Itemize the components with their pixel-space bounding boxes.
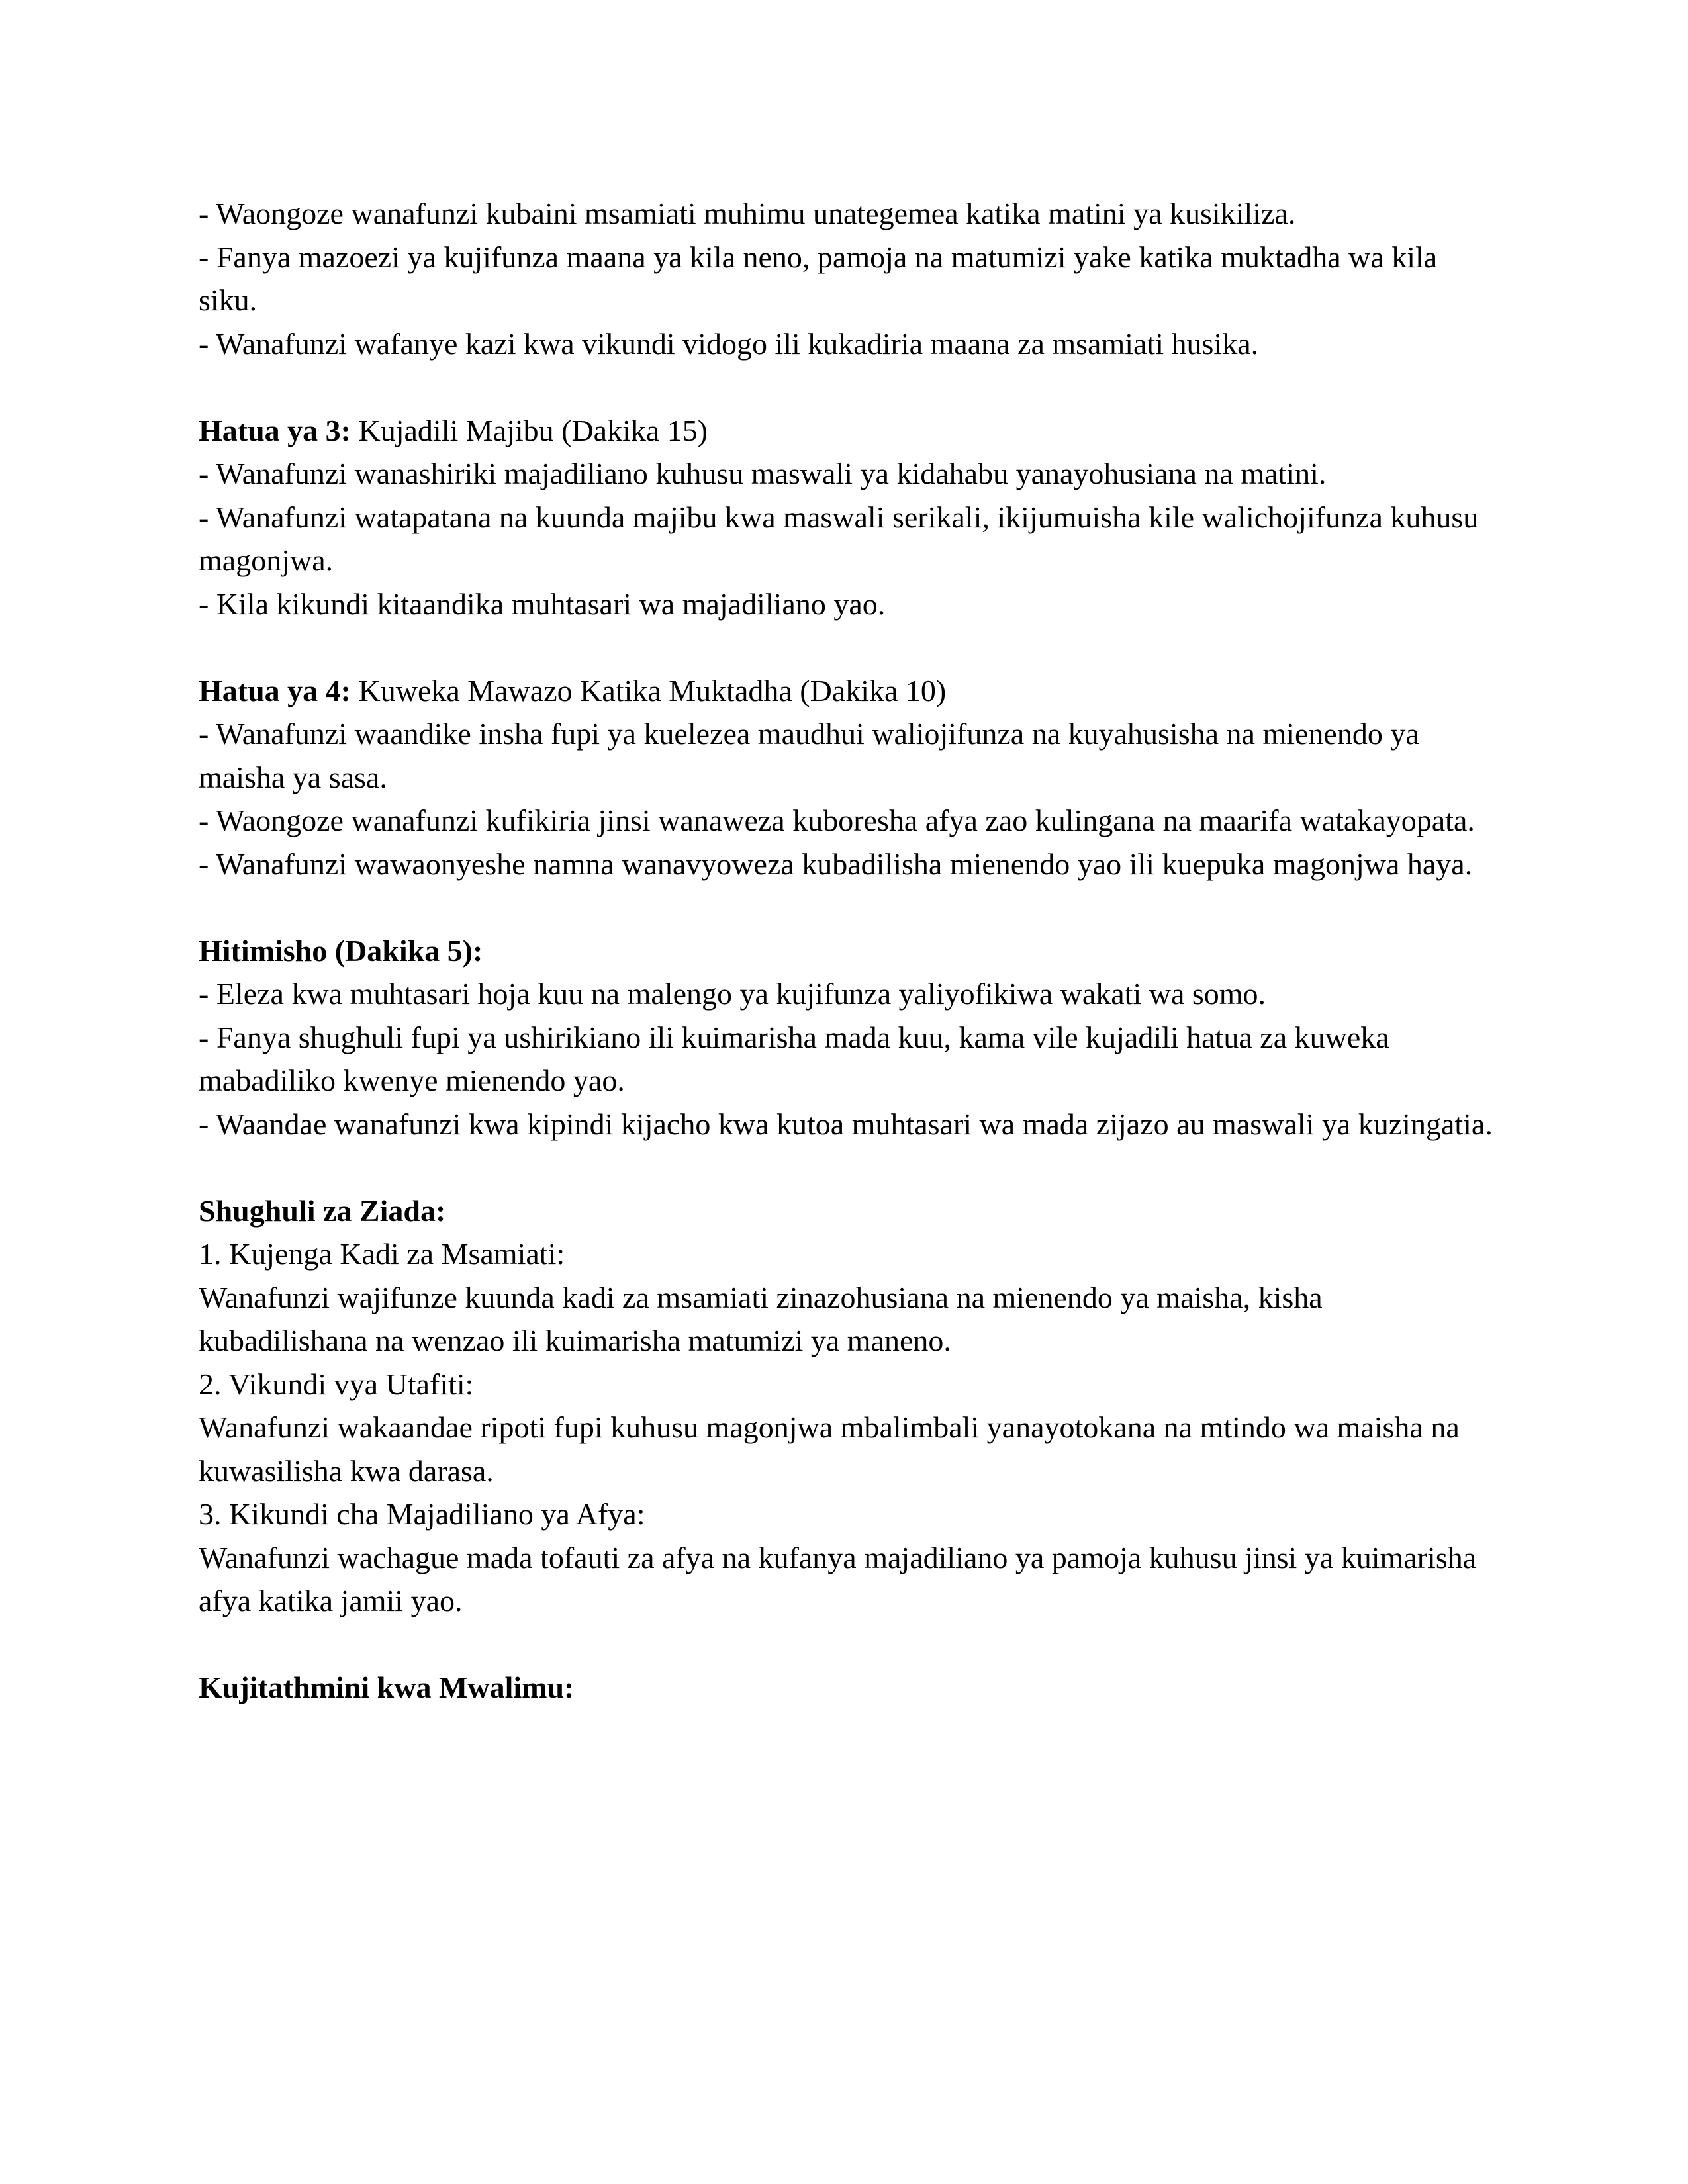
list-item: - Kila kikundi kitaandika muhtasari wa majadiliano yao. — [199, 586, 886, 621]
step3-section — [199, 409, 1496, 626]
conclusion-heading: Hitimisho (Dakika 5): — [199, 933, 483, 968]
list-item: - Wanafunzi waandike insha fupi ya kuelezea maudhui waliojifunza na kuyahusisha na mienendo ya maisha ya sasa. — [199, 717, 1419, 794]
list-item: - Wanafunzi wawaonyeshe namna wanavyoweza kubadilisha mienendo yao ili kuepuka magonjwa haya. — [199, 846, 1473, 881]
step3-heading — [199, 409, 1496, 453]
step3-label: Hatua ya 3: — [199, 413, 351, 447]
activity-description: Wanafunzi wakaandae ripoti fupi kuhusu magonjwa mbalimbali yanayotokana na mtindo wa maisha na kuwasilisha kwa darasa. — [199, 1410, 1460, 1488]
step3-title: Kujadili Majibu (Dakika 15) — [351, 413, 708, 447]
activity-title: 3. Kikundi cha Majadiliano ya Afya: — [199, 1497, 645, 1531]
teacher-self-assessment-heading: Kujitathmini kwa Mwalimu: — [199, 1670, 575, 1704]
document-page — [199, 192, 1496, 1752]
list-item: - Waongoze wanafunzi kufikiria jinsi wanaweza kuboresha afya zao kulingana na maarifa watakayopata. — [199, 803, 1475, 837]
extra-activities-heading: Shughuli za Ziada: — [199, 1193, 446, 1228]
list-item: - Wanafunzi watapatana na kuunda majibu kwa maswali serikali, ikijumuisha kile walichojifunza kuhusu magonjwa. — [199, 500, 1479, 577]
list-item: - Fanya mazoezi ya kujifunza maana ya kila neno, pamoja na matumizi yake katika muktadha wa kila siku. — [199, 240, 1438, 317]
activity-description: Wanafunzi wajifunze kuunda kadi za msamiati zinazohusiana na mienendo ya maisha, kisha kubadilishana na wenzao ili kuimarisha matumizi ya maneno. — [199, 1280, 1323, 1357]
list-item: - Eleza kwa muhtasari hoja kuu na malengo ya kujifunza yaliyofikiwa wakati wa somo. — [199, 977, 1266, 1011]
extra-activities-section — [199, 1189, 1496, 1623]
step4-section — [199, 669, 1496, 886]
list-item: - Wanafunzi wanashiriki majadiliano kuhusu maswali ya kidahabu yanayohusiana na matini. — [199, 457, 1327, 490]
list-item: - Waandae wanafunzi kwa kipindi kijacho kwa kutoa muhtasari wa mada zijazo au maswali ya kuzingatia. — [199, 1107, 1493, 1141]
intro-section — [199, 192, 1496, 365]
conclusion-section — [199, 929, 1496, 1146]
activity-title: 1. Kujenga Kadi za Msamiati: — [199, 1237, 565, 1271]
step4-title: Kuweka Mawazo Katika Muktadha (Dakika 10) — [351, 673, 947, 707]
activity-title: 2. Vikundi vya Utafiti: — [199, 1367, 474, 1401]
list-item: - Wanafunzi wafanye kazi kwa vikundi vidogo ili kukadiria maana za msamiati husika. — [199, 326, 1259, 361]
activity-description: Wanafunzi wachague mada tofauti za afya na kufanya majadiliano ya pamoja kuhusu jinsi ya kuimarisha afya katika jamii yao. — [199, 1540, 1477, 1617]
teacher-self-assessment-section — [199, 1666, 1496, 1709]
list-item: - Fanya shughuli fupi ya ushirikiano ili kuimarisha mada kuu, kama vile kujadili hatua za kuweka mabadiliko kwenye mienendo yao. — [199, 1020, 1389, 1097]
step4-label: Hatua ya 4: — [199, 673, 351, 707]
step4-heading — [199, 669, 1496, 713]
list-item: - Waongoze wanafunzi kubaini msamiati muhimu unategemea katika matini ya kusikiliza. — [199, 197, 1296, 230]
